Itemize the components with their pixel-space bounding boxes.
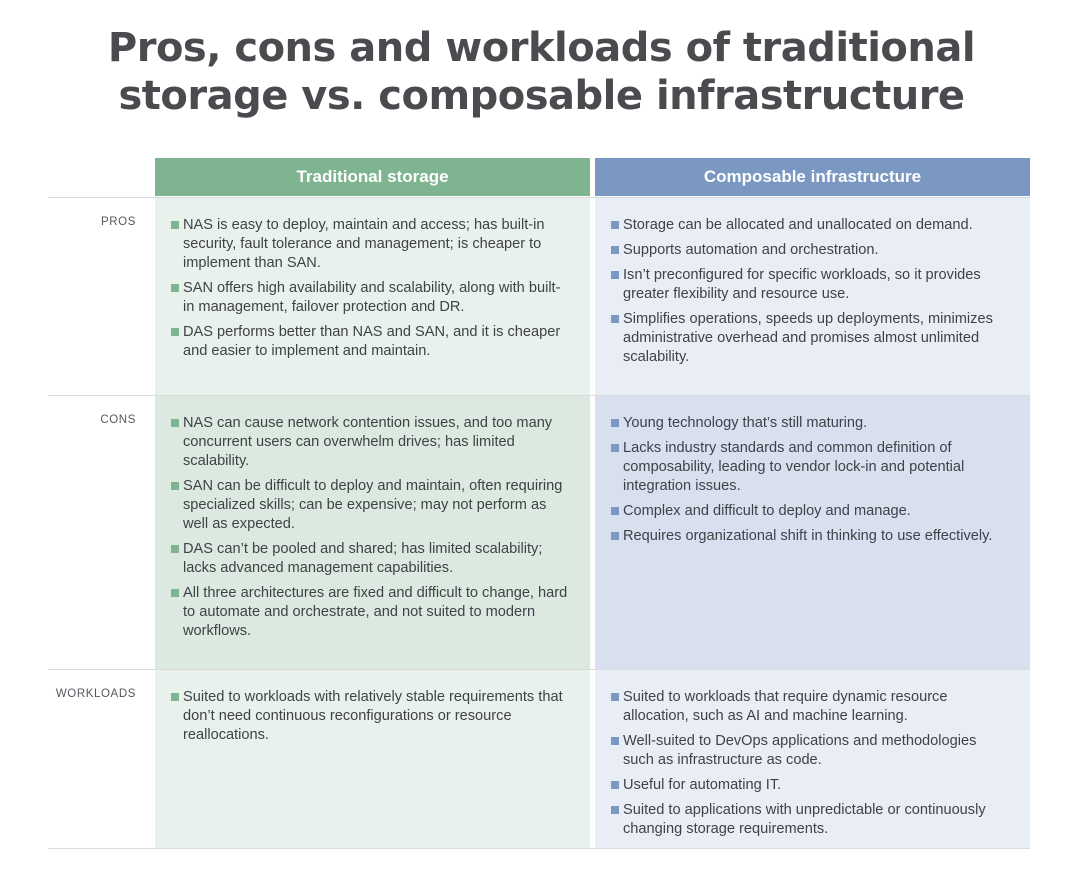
list-item: Suited to applications with unpredictable or continuously changing storage requirements. [611, 801, 1010, 839]
cons-traditional-list [155, 396, 590, 641]
list-item: NAS is easy to deploy, maintain and access; has built-in security, fault tolerance and management; is cheaper to implement than SAN. [171, 216, 570, 273]
cell-workloads-composable [595, 670, 1030, 848]
list-item: Suited to workloads that require dynamic resource allocation, such as AI and machine learning. [611, 688, 1010, 726]
list-item: Young technology that’s still maturing. [611, 414, 1010, 433]
workloads-composable-list [595, 670, 1030, 839]
list-item: Lacks industry standards and common definition of composability, leading to vendor lock-in and potential integration issues. [611, 439, 1010, 496]
workloads-traditional-list [155, 670, 590, 745]
list-item: Complex and difficult to deploy and manage. [611, 502, 1010, 521]
row-workloads [48, 669, 1030, 849]
list-item: SAN can be difficult to deploy and maintain, often requiring specialized skills; can be expensive; may not perform as well as expected. [171, 477, 570, 534]
comparison-table [48, 158, 1030, 849]
row-pros [48, 197, 1030, 395]
row-label-cons: CONS [100, 414, 136, 426]
page-title [0, 24, 1083, 120]
list-item: Supports automation and orchestration. [611, 241, 1010, 260]
row-label-workloads: WORKLOADS [55, 688, 136, 700]
cons-composable-list [595, 396, 1030, 546]
title-line-2: storage vs. composable infrastructure [118, 73, 965, 119]
cell-pros-traditional [155, 198, 590, 395]
row-label-pros: PROS [101, 216, 136, 228]
pros-composable-list [595, 198, 1030, 367]
list-item: NAS can cause network contention issues, and too many concurrent users can overwhelm drives; has limited scalability. [171, 414, 570, 471]
column-header-traditional: Traditional storage [155, 158, 590, 196]
list-item: All three architectures are fixed and difficult to change, hard to automate and orchestrate, and not suited to modern workflows. [171, 584, 570, 641]
cell-cons-traditional [155, 396, 590, 669]
header-row [48, 158, 1030, 197]
list-item: Suited to workloads with relatively stable requirements that don’t need continuous reconfigurations or resource reallocations. [171, 688, 570, 745]
list-item: Storage can be allocated and unallocated on demand. [611, 216, 1010, 235]
list-item: Simplifies operations, speeds up deployments, minimizes administrative overhead and promises almost unlimited scalability. [611, 310, 1010, 367]
cell-cons-composable [595, 396, 1030, 669]
pros-traditional-list [155, 198, 590, 361]
list-item: SAN offers high availability and scalability, along with built-in management, failover protection and DR. [171, 279, 570, 317]
list-item: Well-suited to DevOps applications and methodologies such as infrastructure as code. [611, 732, 1010, 770]
list-item: DAS performs better than NAS and SAN, and it is cheaper and easier to implement and maintain. [171, 323, 570, 361]
list-item: DAS can’t be pooled and shared; has limited scalability; lacks advanced management capabilities. [171, 540, 570, 578]
list-item: Useful for automating IT. [611, 776, 1010, 795]
cell-workloads-traditional [155, 670, 590, 848]
list-item: Isn’t preconfigured for specific workloads, so it provides greater flexibility and resource use. [611, 266, 1010, 304]
cell-pros-composable [595, 198, 1030, 395]
column-header-composable: Composable infrastructure [595, 158, 1030, 196]
title-line-1: Pros, cons and workloads of traditional [107, 25, 976, 71]
row-cons [48, 395, 1030, 669]
list-item: Requires organizational shift in thinking to use effectively. [611, 527, 1010, 546]
